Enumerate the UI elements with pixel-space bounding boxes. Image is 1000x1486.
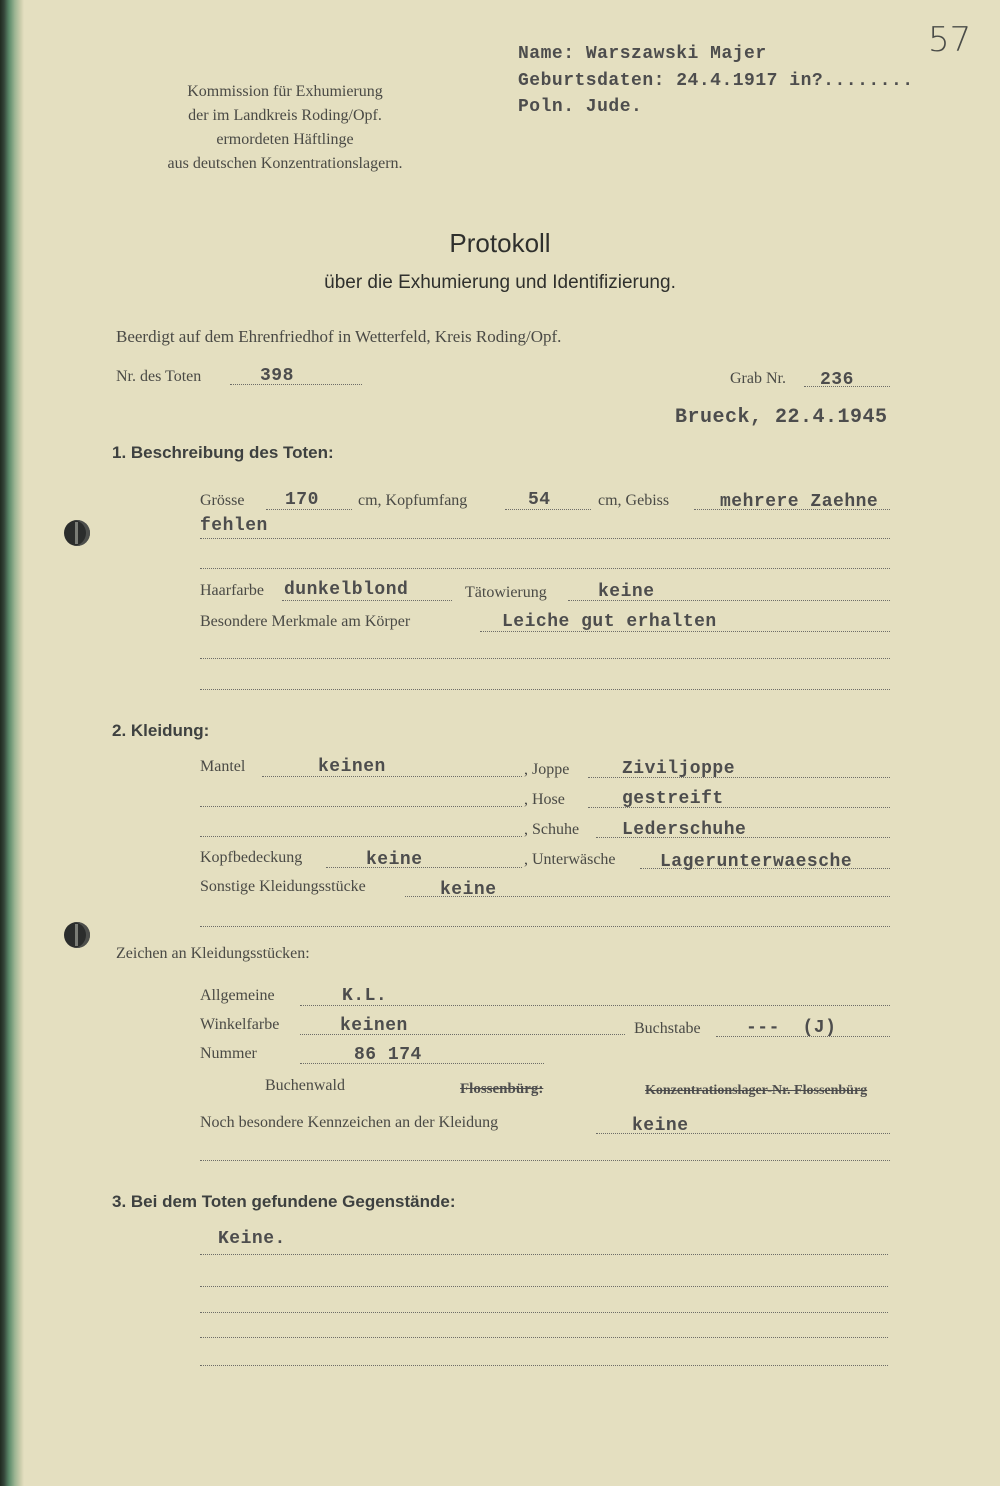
commission-line: ermordeten Häftlinge [216, 131, 354, 148]
tattoo-label: Tätowierung [465, 584, 547, 601]
commission-line: Kommission für Exhumierung [187, 83, 383, 100]
triangle-label: Winkelfarbe [200, 1016, 280, 1033]
camp-struck-long: Konzentrationslager-Nr. Flossenbürg [645, 1083, 868, 1098]
hair-value: dunkelblond [284, 580, 409, 600]
extra-marks-label: Noch besondere Kennzeichen an der Kleidung [200, 1114, 499, 1131]
dotted-line [200, 1337, 888, 1338]
headwear-value: keine [366, 850, 423, 870]
dotted-line [326, 867, 522, 868]
grave-no-label: Grab Nr. [730, 370, 786, 387]
other-clothing-label: Sonstige Kleidungsstücke [200, 878, 366, 895]
dotted-line [200, 1312, 888, 1313]
camp-struck: Flossenbürg: [460, 1081, 544, 1097]
jacket-label: , Joppe [524, 761, 570, 778]
height-label: Grösse [200, 492, 245, 509]
section1-heading: 1. Beschreibung des Toten: [112, 443, 334, 462]
place-date: Brueck, 22.4.1945 [675, 406, 888, 429]
typed-name [518, 44, 767, 64]
marks-heading: Zeichen an Kleidungsstücken: [116, 945, 310, 962]
head-value: 54 [528, 490, 551, 510]
height-unit: cm, Kopfumfang [358, 492, 468, 509]
tattoo-value: keine [598, 582, 655, 602]
marks-value: Leiche gut erhalten [502, 612, 717, 632]
items-value: Keine. [218, 1229, 286, 1249]
dotted-line [262, 776, 522, 777]
other-clothing-value: keine [440, 880, 497, 900]
teeth-value-cont: fehlen [200, 516, 268, 536]
commission-line: aus deutschen Konzentrationslagern. [167, 155, 403, 172]
page-number: 57 [928, 20, 972, 60]
head-unit: cm, Gebiss [598, 492, 670, 509]
general-value: K.L. [342, 986, 388, 1006]
dotted-line [230, 384, 362, 385]
trousers-value: gestreift [622, 789, 724, 809]
letter-value: --- (J) [746, 1018, 837, 1038]
typed-origin: Poln. Jude. [518, 97, 643, 117]
general-label: Allgemeine [200, 987, 275, 1004]
dotted-line [200, 1160, 890, 1161]
dotted-line [200, 1286, 888, 1287]
teeth-value: mehrere Zaehne [720, 492, 879, 512]
dotted-line [200, 568, 890, 569]
dotted-line [282, 600, 452, 601]
dotted-line [200, 658, 890, 659]
punch-hole [64, 922, 90, 948]
dotted-line [200, 806, 522, 807]
jacket-value: Ziviljoppe [622, 759, 736, 779]
dotted-line [200, 926, 890, 927]
dotted-line [200, 538, 890, 539]
extra-marks-value: keine [632, 1116, 689, 1136]
grave-no-value: 236 [820, 370, 854, 390]
marks-label: Besondere Merkmale am Körper [200, 613, 411, 630]
dotted-line [200, 1254, 888, 1255]
coat-value: keinen [318, 757, 386, 777]
birth-value: 24.4.1917 in?........ [676, 71, 914, 91]
dead-no-label: Nr. des Toten [116, 368, 202, 385]
trousers-label: , Hose [524, 791, 565, 808]
dead-no-value: 398 [260, 366, 294, 386]
dotted-line [300, 1005, 890, 1006]
camp-buchenwald: Buchenwald [265, 1077, 345, 1094]
typed-birth [518, 71, 914, 91]
underwear-value: Lagerunterwaesche [660, 852, 853, 872]
section3-heading: 3. Bei dem Toten gefundene Gegenstände: [112, 1192, 456, 1211]
dotted-line [200, 836, 522, 837]
shoes-label: , Schuhe [524, 821, 580, 838]
burial-line: Beerdigt auf dem Ehrenfriedhof in Wetterfeld, Kreis Roding/Opf. [116, 327, 562, 346]
commission-block [130, 80, 440, 176]
commission-line: der im Landkreis Roding/Opf. [188, 107, 382, 124]
coat-label: Mantel [200, 758, 246, 775]
letter-label: Buchstabe [634, 1020, 701, 1037]
hair-label: Haarfarbe [200, 582, 264, 599]
name-value: Warszawski Majer [585, 44, 767, 64]
name-label: Name: [518, 44, 575, 64]
height-value: 170 [285, 490, 319, 510]
dotted-line [300, 1063, 544, 1064]
number-label: Nummer [200, 1045, 257, 1062]
birth-label: Geburtsdaten: [518, 71, 665, 91]
punch-hole [64, 520, 90, 546]
number-value: 86 174 [354, 1045, 422, 1065]
section2-heading: 2. Kleidung: [112, 721, 210, 740]
dotted-line [200, 1365, 888, 1366]
dotted-line [200, 689, 890, 690]
headwear-label: Kopfbedeckung [200, 849, 303, 866]
page-subtitle: über die Exhumierung und Identifizierung. [324, 272, 676, 293]
page-title: Protokoll [449, 228, 551, 258]
triangle-value: keinen [340, 1016, 408, 1036]
underwear-label: , Unterwäsche [524, 851, 616, 868]
shoes-value: Lederschuhe [622, 820, 747, 840]
binding-strip [0, 0, 24, 1486]
